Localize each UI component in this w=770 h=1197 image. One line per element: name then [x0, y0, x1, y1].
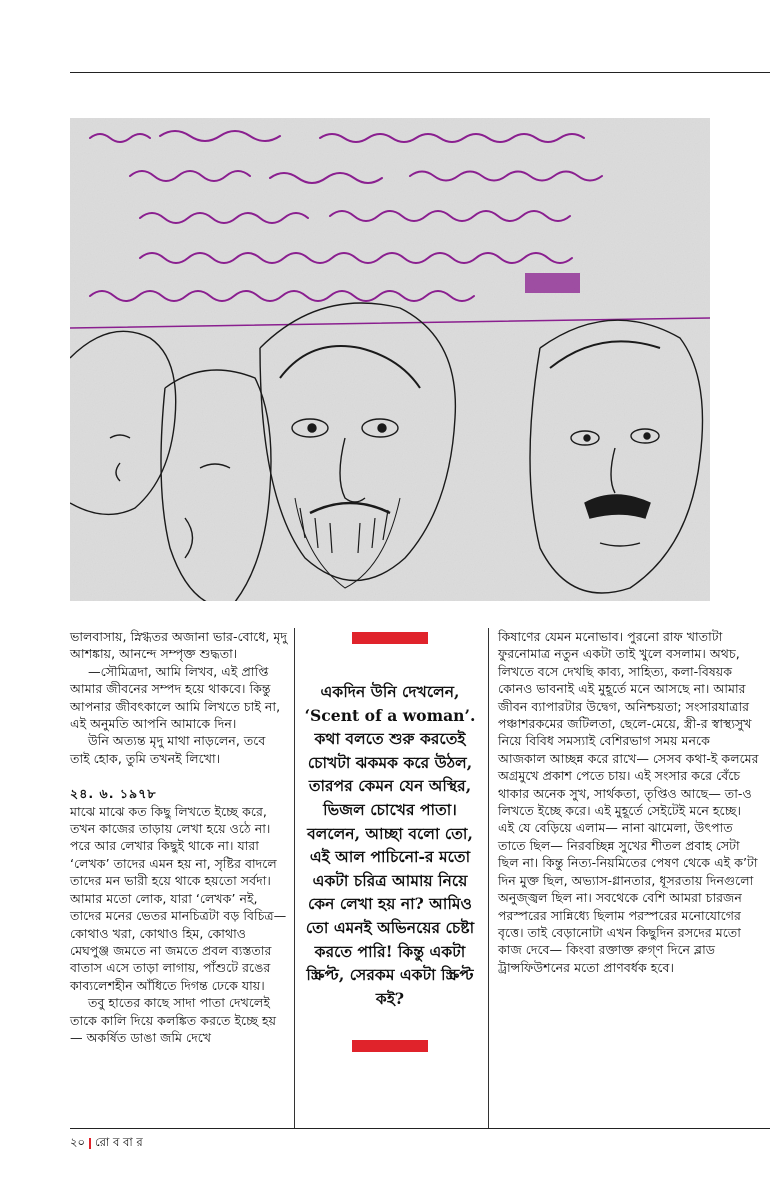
- page-number: ২০: [70, 1135, 85, 1149]
- ink-scribble: [525, 273, 580, 293]
- top-rule: [70, 72, 770, 73]
- page-footer: [70, 1134, 143, 1153]
- column-divider: [488, 628, 489, 1128]
- diary-date: ২৪. ৬. ১৯৭৮: [70, 786, 157, 802]
- accent-bar-bottom: [352, 1040, 428, 1052]
- accent-bar-top: [352, 632, 428, 644]
- pull-quote: [300, 632, 480, 1052]
- sketch-illustration: [70, 118, 710, 601]
- left-column: [70, 628, 288, 1046]
- sketch-drawing: [70, 118, 710, 601]
- footer-separator: [89, 1138, 91, 1149]
- pull-quote-text: একদিন উনি দেখলেন, ‘Scent of a woman’. কথা বলতে শুরু করতেই চোখটা ঝকমক করে উঠল, তারপর কেমন যেন অস্থির, ভিজল চোখের পাতা। বললেন, আচ্ছা বলো তো, এই আল পাচিনো-র মতো একটা চরিত্র আমায় নিয়ে কেন লেখা হয় না? আমিও তো এমনই অভিনয়ের চেষ্টা করতে পারি! কিন্তু একটা স্ক্রিপ্ট, সেরকম একটা স্ক্রিপ্ট কই?: [304, 682, 476, 1008]
- magazine-name: রো ব বা র: [94, 1135, 143, 1149]
- bottom-rule: [70, 1128, 770, 1129]
- paragraph: কিষাণের যেমন মনোভাব। পুরনো রাফ খাতাটা ফুরনোমাত্র নতুন একটা তাই খুলে বসলাম। অথচ, লিখতে বসে দেখছি কাব্য, সাহিত্য, কলা-বিষয়ক কোনও ভাবনাই এই মুহূর্তে মনে আসছে না। আমার জীবন ব্যাপারটার উদ্বেগ, অনিশ্চয়তা; সংসারযাত্রার পঞ্চাশরকমের জটিলতা, ছেলে-মেয়ে, স্ত্রী-র স্বাস্থ্যসুখ নিয়ে বিবিধ সমস্যাই বেশিরভাগ সময় মনকে আজকাল আচ্ছন্ন করে রাখে— সেসব কথা-ই কলমের অগ্রমুখে প্রকাশ পেতে চায়। এই সংসার করে বেঁচে থাকার অনেক সুখ, সার্থকতা, তৃপ্তিও আছে— তা-ও লিখতে ইচ্ছে করে। এই মুহূর্তে সেইটেই মনে হচ্ছে। এই যে বেড়িয়ে এলাম— নানা ঝামেলা, উৎপাত তাতে ছিল— নিরবচ্ছিন্ন সুখের শীতল প্রবাহ সেটা ছিল না। কিন্তু নিত্য-নিয়মিতের পেষণ থেকে এই ক’টা দিন মুক্ত ছিল, অভ্যাস-গ্লানতার, ধূসরতায় দিনগুলো অনুজ্জ্বল ছিল না। সবথেকে বেশি আমরা চারজন পরস্পরের সান্নিধ্যে ছিলাম পরস্পরের মনোযোগের বৃত্তে। তাই বেড়ানোটা এখন কিছুদিন রসদের মতো কাজ দেবে— কিংবা রক্তাক্ত রুগ্‌ণ দিনে ব্লাড ট্রান্সফিউশনের মতো প্রাণবর্ধক হবে।: [498, 629, 759, 975]
- paragraph: উনি অত্যন্ত মৃদু মাথা নাড়লেন, তবে তাই হোক, তুমি তখনই লিখো।: [70, 733, 266, 766]
- paragraph: তবু হাতের কাছে সাদা পাতা দেখলেই তাকে কালি দিয়ে কলঙ্কিত করতে ইচ্ছে হয়— অকর্ষিত ডাঙা জমি দেখে: [70, 995, 277, 1045]
- column-divider: [294, 628, 295, 1128]
- paragraph: ভালবাসায়, স্নিগ্ধতর অজানা ভার-বোধে, মৃদু আশঙ্কায়, আনন্দে সম্পৃক্ত শুদ্ধতা।: [70, 629, 288, 662]
- right-column: [498, 628, 760, 976]
- paragraph: —সৌমিত্রদা, আমি লিখব, এই প্রাপ্তি আমার জীবনের সম্পদ হয়ে থাকবে। কিন্তু আপনার জীবৎকালে আমি লিখতে চাই না, এই অনুমতি আপনি আমাকে দিন।: [70, 663, 281, 732]
- paragraph: মাঝে মাঝে কত কিছু লিখতে ইচ্ছে করে, তখন কাজের তাড়ায় লেখা হয়ে ওঠে না। পরে আর লেখার কিছুই থাকে না। যারা ‘লেখক’ তাদের এমন হয় না, সৃষ্টির বাদলে তাদের মন ভারী হয়ে থাকে হয়তো সর্বদা। আমার মতো লোক, যারা ‘লেখক’ নই, তাদের মনের ভেতর মানচিত্রটা বড় বিচিত্র— কোথাও খরা, কোথাও হিম, কোথাও মেঘপুঞ্জ জমতে না জমতে প্রবল ব্যস্ততার বাতাস এসে তাড়া লাগায়, পাঁশুটে রঙের কাব্যলেশহীন আঁধিতে দিগন্ত ঢেকে যায়।: [70, 803, 287, 993]
